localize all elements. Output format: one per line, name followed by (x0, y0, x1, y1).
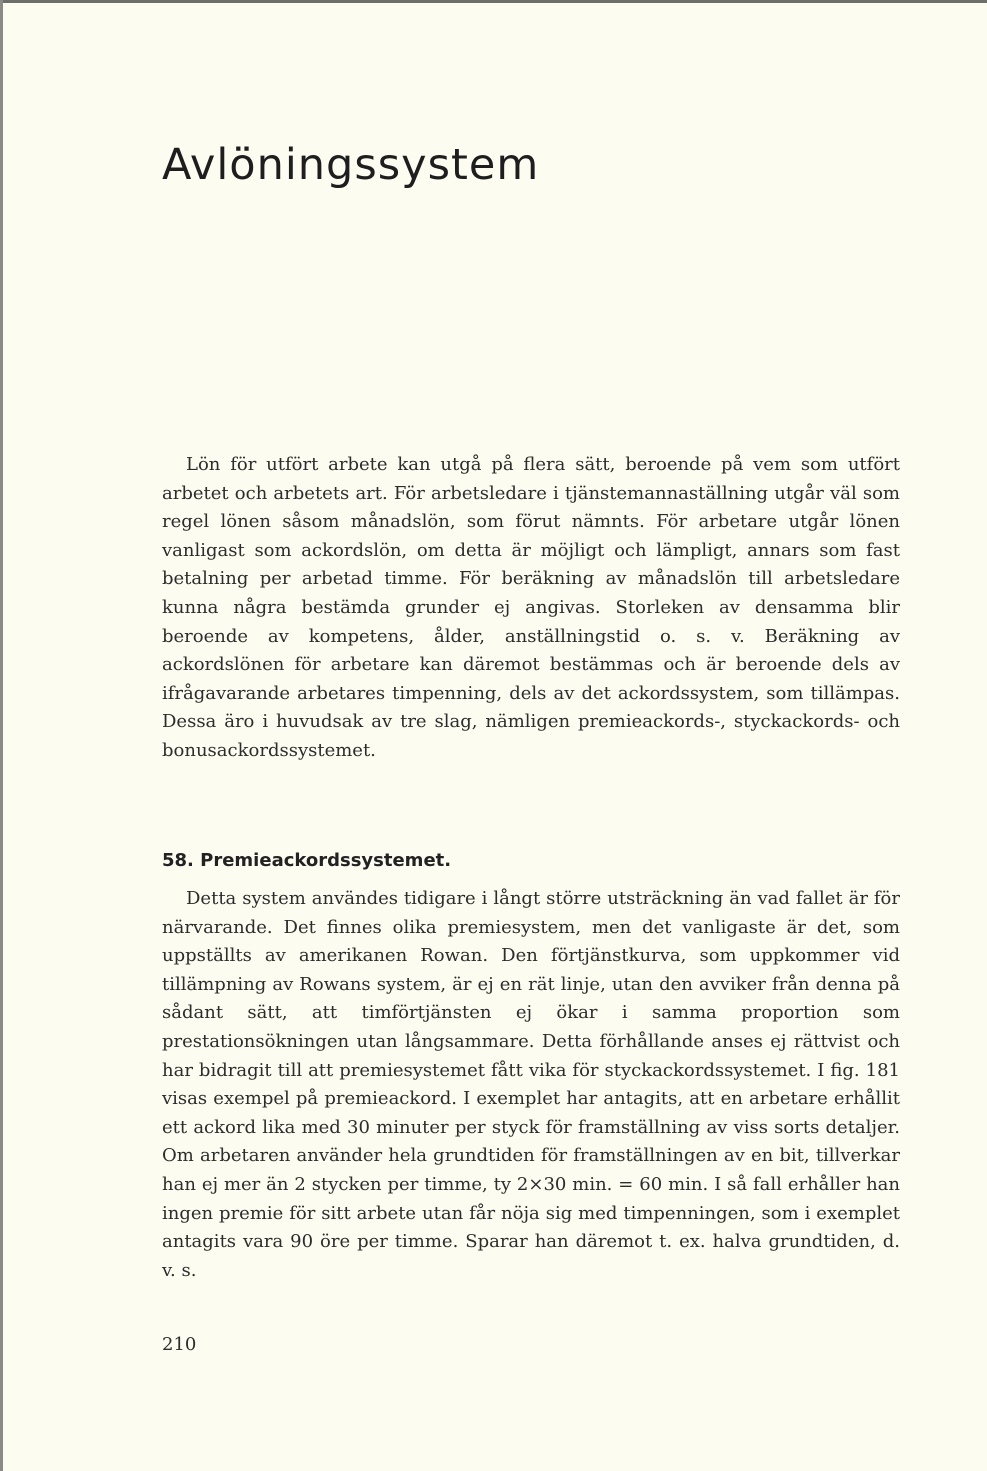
top-edge-rule (0, 0, 987, 3)
left-edge-rule (0, 0, 3, 1471)
chapter-title: Avlöningssystem (162, 140, 540, 190)
section-paragraph: Detta system användes tidigare i långt större utsträckning än vad fallet är för närvarande. Det finnes olika premiesystem, men det vanligaste är det, som uppställts av amerikanen Rowan. Den förtjänstkurva, som uppkommer vid tillämpning av Rowans system, är ej en rät linje, utan den avviker från denna på sådant sätt, att timförtjänsten ej ökar i samma proportion som prestationsökningen utan långsammare. Detta förhållande anses ej rättvist och har bidragit till att premiesystemet fått vika för styckackordssystemet. I fig. 181 visas exempel på premieackord. I exemplet har antagits, att en arbetare erhållit ett ackord lika med 30 minuter per styck för framställning av viss sorts detaljer. Om arbetaren använder hela grundtiden för framställningen av en bit, tillverkar han ej mer än 2 stycken per timme, ty 2×30 min. = 60 min. I så fall erhåller han ingen premie för sitt arbete utan får nöja sig med timpenningen, som i exemplet antagits vara 90 öre per timme. Sparar han däremot t. ex. halva grundtiden, d. v. s. (162, 888, 900, 1281)
page-number: 210 (162, 1334, 197, 1355)
intro-paragraph: Lön för utfört arbete kan utgå på flera sätt, beroende på vem som utfört arbetet och arbetets art. För arbetsledare i tjänstemannaställning utgår väl som regel lönen såsom månadslön, som förut nämnts. För arbetare utgår lönen vanligast som ackordslön, om detta är möjligt och lämpligt, annars som fast betalning per arbetad timme. För beräkning av månadslön till arbetsledare kunna några bestämda grunder ej angivas. Storleken av densamma blir beroende av kompetens, ålder, anställningstid o. s. v. Beräkning av ackordslönen för arbetare kan däremot bestämmas och är beroende dels av ifrågavarande arbetares timpenning, dels av det ackordssystem, som tillämpas. Dessa äro i huvudsak av tre slag, nämligen premieackords-, styckackords- och bonusackordssystemet. (162, 454, 900, 761)
section-heading: 58. Premieackordssystemet. (162, 850, 452, 871)
